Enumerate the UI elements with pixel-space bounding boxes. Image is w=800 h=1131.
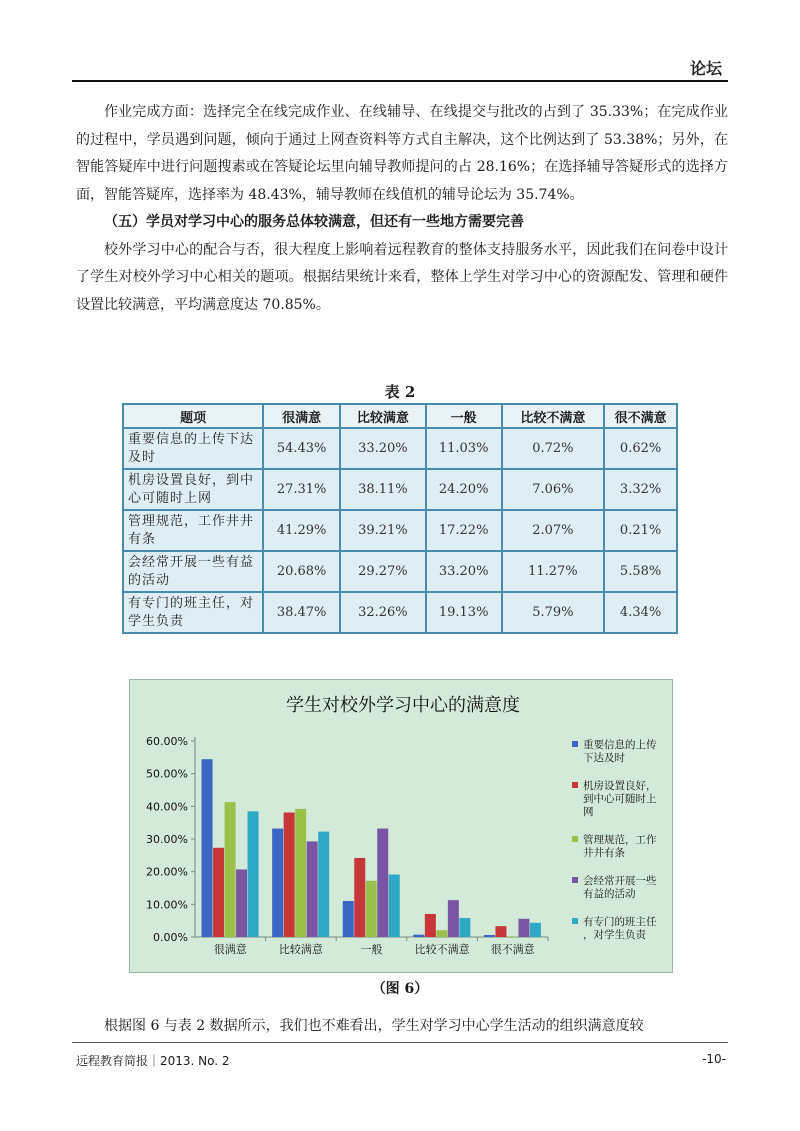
bar [248, 811, 259, 937]
row-label: 机房设置良好，到中心可随时上网 [123, 469, 263, 510]
legend-swatch [572, 836, 578, 842]
y-tick-label: 40.00% [146, 800, 188, 814]
bar [425, 914, 436, 937]
bar [213, 848, 224, 937]
column-header: 比较满意 [340, 404, 426, 428]
table-row [123, 428, 677, 469]
bar [272, 829, 283, 937]
legend-label: 重要信息的上传 [583, 739, 657, 751]
legend-label: 井井有条 [583, 847, 625, 859]
legend-swatch [572, 782, 578, 788]
satisfaction-bar-chart [130, 680, 672, 972]
bar [354, 858, 365, 937]
legend-swatch [572, 741, 578, 747]
table-cell: 5.79% [502, 592, 605, 633]
footer-publication: 远程教育简报｜2013. No. 2 [76, 1054, 230, 1068]
table-cell: 0.72% [502, 428, 605, 469]
body-text-top [76, 99, 728, 319]
header-rule [72, 80, 728, 82]
y-tick-label: 60.00% [146, 735, 188, 748]
table-row [123, 510, 677, 551]
bar [366, 881, 377, 937]
table-cell: 0.21% [604, 510, 677, 551]
legend-swatch [572, 918, 578, 924]
table-row [123, 592, 677, 633]
bar [225, 802, 236, 937]
table-caption: 表 2 [384, 383, 416, 401]
table-cell: 24.20% [426, 469, 502, 510]
chart-title: 学生对校外学习中心的满意度 [286, 695, 520, 716]
paragraph-homework: 作业完成方面：选择完全在线完成作业、在线辅导、在线提交与批改的占到了 35.33%；在完成作业的过程中，学员遇到问题，倾向于通过上网查资料等方式自主解决，这个比例达到了 53.38%；另外，在智能答疑库中进行问题搜素或在答疑论坛里向辅导教师提问的占 28.16%；在选择辅导答疑形式的选择方面，智能答疑库，选择率为 48.43%，辅导教师在线值机的辅导论坛为 35.74%。 [76, 104, 728, 203]
row-label: 会经常开展一些有益的活动 [123, 551, 263, 592]
table-row [123, 469, 677, 510]
figure-caption: （图 6） [371, 981, 429, 997]
legend-label: 有益的活动 [583, 888, 636, 900]
column-header: 一般 [426, 404, 502, 428]
row-label: 重要信息的上传下达及时 [123, 428, 263, 469]
paragraph-conclusion: 根据图 6 与表 2 数据所示，我们也不难看出，学生对学习中心学生活动的组织满意度较 [104, 1018, 644, 1034]
y-tick-label: 50.00% [146, 767, 188, 781]
legend-label: 管理规范，工作 [583, 834, 657, 846]
satisfaction-table [122, 403, 678, 634]
y-tick-label: 20.00% [146, 865, 188, 879]
bar [530, 923, 541, 937]
table-cell: 29.27% [340, 551, 426, 592]
bar [307, 841, 318, 937]
table-cell: 11.27% [502, 551, 605, 592]
section-label: 论坛 [689, 59, 722, 78]
table-cell: 38.47% [263, 592, 340, 633]
legend-label: 会经常开展一些 [583, 875, 657, 887]
table-cell: 32.26% [340, 592, 426, 633]
table-cell: 4.34% [604, 592, 677, 633]
section-heading: （五）学员对学习中心的服务总体较满意，但还有一些地方需要完善 [104, 214, 524, 230]
column-header: 比较不满意 [502, 404, 605, 428]
paragraph-learning-center: 校外学习中心的配合与否，很大程度上影响着远程教育的整体支持服务水平，因此我们在问卷中设计了学生对校外学习中心相关的题项。根据结果统计来看，整体上学生对学习中心的资源配发、管理和硬件设置比较满意，平均满意度达 70.85%。 [76, 241, 728, 313]
table-cell: 7.06% [502, 469, 605, 510]
y-tick-label: 30.00% [146, 833, 188, 846]
bar [459, 918, 470, 937]
bar [448, 900, 459, 937]
column-header: 很满意 [263, 404, 340, 428]
row-label: 有专门的班主任，对学生负责 [123, 592, 263, 633]
table-cell: 20.68% [263, 551, 340, 592]
footer-rule [72, 1042, 728, 1043]
y-tick-label: 10.00% [146, 898, 188, 912]
table-cell: 33.20% [340, 428, 426, 469]
bar [377, 829, 388, 937]
column-header: 题项 [123, 404, 263, 428]
bar [295, 809, 306, 937]
table-cell: 33.20% [426, 551, 502, 592]
table-cell: 54.43% [263, 428, 340, 469]
x-tick-label: 比较不满意 [414, 943, 470, 956]
x-tick-label: 很满意 [213, 943, 247, 956]
legend-label: 到中心可随时上 [583, 793, 657, 805]
bar [202, 759, 213, 937]
legend-label: 网 [583, 806, 594, 818]
table-cell: 27.31% [263, 469, 340, 510]
x-tick-label: 很不满意 [490, 943, 535, 956]
bar [318, 832, 329, 937]
page-number: -10- [702, 1052, 726, 1066]
column-header: 很不满意 [604, 404, 677, 428]
chart-container [129, 679, 673, 973]
table-cell: 39.21% [340, 510, 426, 551]
bar [389, 875, 400, 937]
table-cell: 2.07% [502, 510, 605, 551]
table-cell: 38.11% [340, 469, 426, 510]
table-header-row [123, 404, 677, 428]
legend-label: ，对学生负责 [583, 929, 646, 941]
bar [413, 935, 424, 937]
table-cell: 3.32% [604, 469, 677, 510]
bar [518, 919, 529, 937]
bar [436, 930, 447, 937]
legend-label: 下达及时 [583, 752, 625, 764]
legend-label: 有专门的班主任 [583, 916, 657, 928]
table-cell: 0.62% [604, 428, 677, 469]
x-tick-label: 比较满意 [278, 943, 323, 956]
legend-label: 机房设置良好， [583, 780, 657, 792]
y-tick-label: 0.00% [153, 931, 188, 944]
bar [343, 901, 354, 937]
bar [495, 926, 506, 937]
x-tick-label: 一般 [360, 943, 383, 956]
table-cell: 41.29% [263, 510, 340, 551]
bar [484, 935, 495, 937]
table-row [123, 551, 677, 592]
table-cell: 19.13% [426, 592, 502, 633]
legend-swatch [572, 877, 578, 883]
table-cell: 17.22% [426, 510, 502, 551]
bar [507, 936, 518, 937]
table-cell: 5.58% [604, 551, 677, 592]
bar [284, 813, 295, 937]
bar [236, 869, 247, 937]
row-label: 管理规范，工作井井有条 [123, 510, 263, 551]
table-cell: 11.03% [426, 428, 502, 469]
